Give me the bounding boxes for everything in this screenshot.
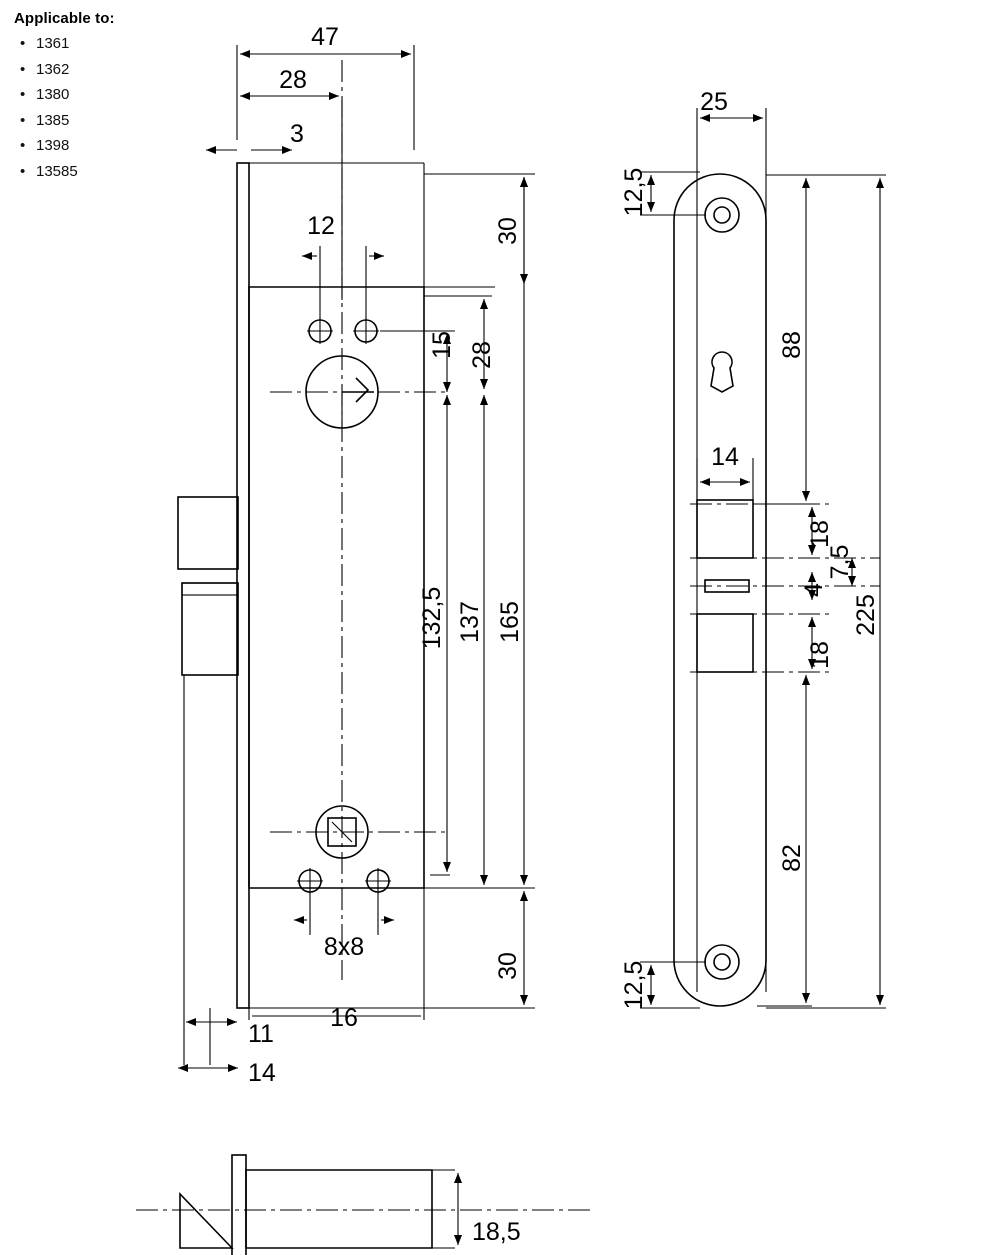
dim-14-forend: 14	[248, 1059, 276, 1087]
dim-18-top: 18	[806, 520, 834, 548]
dim-88: 88	[778, 331, 806, 359]
dim-11: 11	[248, 1020, 274, 1048]
dim-30-bottom: 30	[494, 952, 522, 980]
bullet-icon: •	[20, 111, 26, 129]
dim-137: 137	[456, 601, 484, 643]
faceplate-front-view	[620, 88, 886, 1009]
dim-82: 82	[778, 844, 806, 872]
dim-4: 4	[800, 583, 828, 597]
dim-132-5: 132,5	[418, 586, 446, 650]
dim-12-5-top: 12,5	[620, 167, 648, 217]
dim-225: 225	[852, 594, 880, 636]
dim-28-backset: 28	[279, 66, 307, 94]
dim-30-top: 30	[494, 217, 522, 245]
dim-14-latch: 14	[711, 443, 739, 471]
dim-18-bottom: 18	[806, 641, 834, 669]
dim-18-5: 18,5	[472, 1218, 521, 1246]
list-item-label: 1361	[36, 35, 70, 52]
dim-7-5: 7,5	[826, 544, 854, 580]
dim-15: 15	[428, 331, 456, 359]
list-item-label: 1362	[36, 60, 70, 78]
dim-12: 12	[307, 212, 335, 240]
bullet-icon: •	[20, 137, 26, 154]
dim-25: 25	[700, 88, 728, 116]
dim-28-cyl: 28	[468, 341, 496, 369]
bullet-icon: •	[20, 35, 26, 52]
list-item-label: 1385	[36, 111, 70, 129]
bullet-icon: •	[20, 60, 26, 78]
dim-8x8: 8x8	[323, 933, 365, 961]
dim-165: 165	[496, 601, 524, 643]
bullet-icon: •	[20, 162, 26, 180]
dim-47: 47	[311, 23, 339, 51]
dim-16: 16	[330, 1004, 358, 1032]
bolt-section-view	[136, 1155, 590, 1255]
bullet-icon: •	[20, 86, 26, 103]
lock-case-side-view	[178, 23, 535, 1087]
applicable-to-title: Applicable to:	[14, 10, 115, 27]
list-item-label: 13585	[36, 162, 78, 180]
list-item-label: 1398	[36, 137, 70, 154]
dim-12-5-bottom: 12,5	[620, 960, 648, 1010]
list-item-label: 1380	[36, 86, 70, 103]
dim-3-faceplate: 3	[290, 120, 304, 148]
